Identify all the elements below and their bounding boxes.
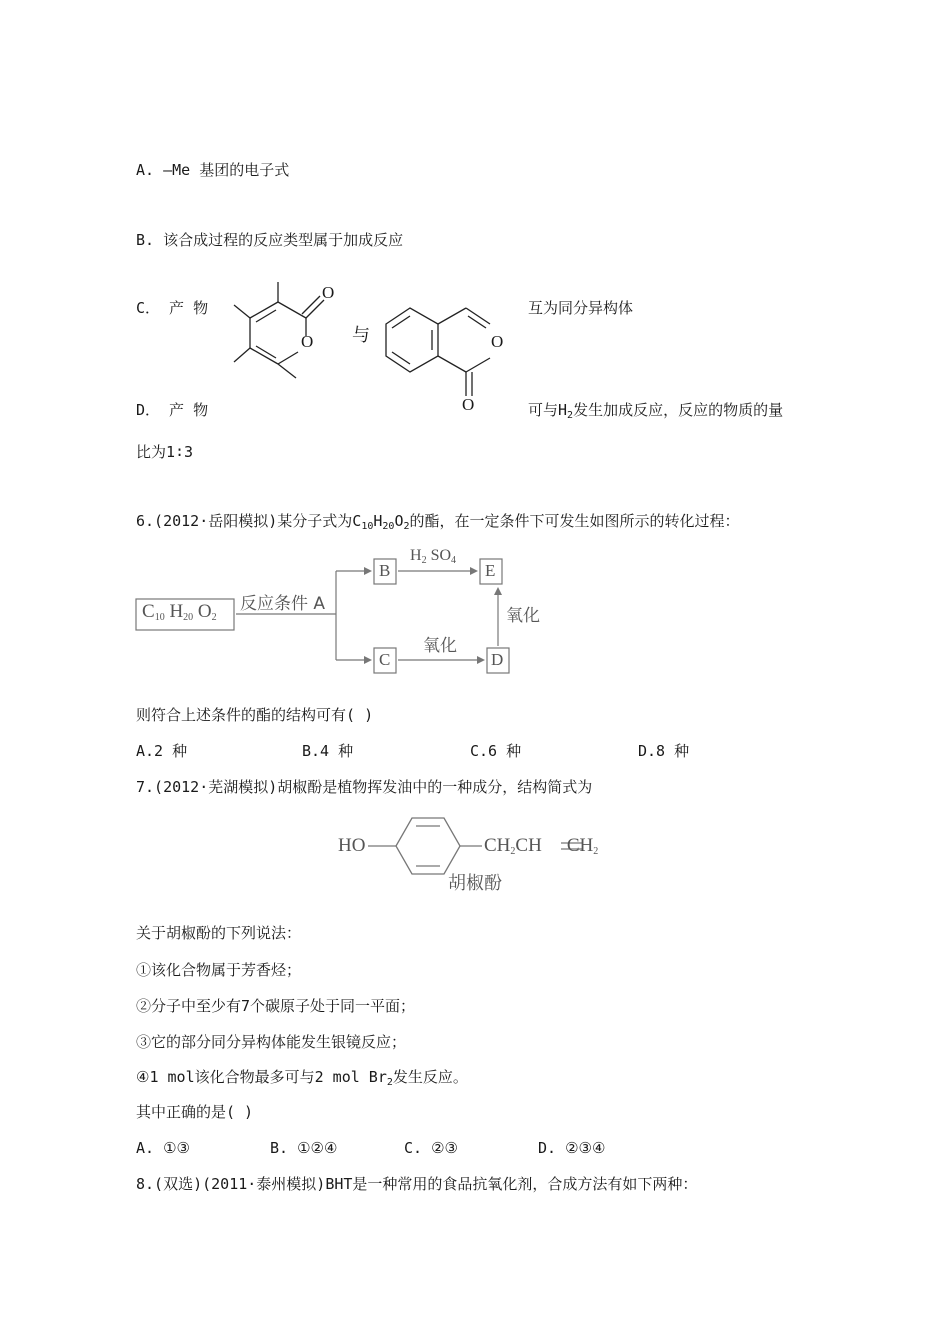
q6-ask: 则符合上述条件的酯的结构可有( ) (136, 706, 374, 724)
mol2-ring-o: O (491, 332, 504, 351)
mol2-carbonyl-o: O (462, 395, 475, 414)
option-d-label: D． 产 物 (136, 401, 209, 419)
q7-option-d: D. ②③④ (538, 1139, 606, 1157)
q6-stem: 6.(2012·岳阳模拟)某分子式为$C_{10}H_{20}O_2$的酯，在一定条件下可发生如图所示的转化过程： (136, 512, 740, 532)
box-c: C (379, 650, 391, 669)
oxidation-label-bottom: 氧化 (423, 636, 457, 656)
box-e: E (485, 561, 496, 580)
statement-1: ①该化合物属于芳香烃； (136, 961, 302, 979)
q7-option-a: A. ①③ (136, 1139, 190, 1157)
option-b: B. 该合成过程的反应类型属于加成反应 (136, 231, 404, 249)
structure-caption: 胡椒酚 (448, 873, 502, 894)
option-d-tail: 可与$H_2$发生加成反应，反应的物质的量 (528, 401, 784, 421)
box-b: B (379, 561, 391, 580)
oxidation-label-right: 氧化 (506, 606, 540, 626)
statement-3: ③它的部分同分异构体能发生银镜反应； (136, 1033, 407, 1051)
allyl-chain: $CH_2CH$ $CH_2$ (484, 835, 599, 857)
q7-option-b: B. ①②④ (270, 1139, 338, 1157)
condition-a-label: 反应条件 A (240, 594, 326, 614)
q7-ask: 其中正确的是( ) (136, 1103, 254, 1121)
option-c-tail: 互为同分异构体 (528, 299, 634, 317)
mol1-ring-o: O (301, 332, 314, 351)
ester-formula: $C_{10}$ $H_{20}$ $O_2$ (142, 601, 217, 623)
box-d: D (491, 650, 504, 669)
statement-2: ②分子中至少有7个碳原子处于同一平面； (136, 997, 416, 1015)
q6-option-d: D.8 种 (638, 742, 690, 760)
option-c-label: C． 产 物 (136, 299, 209, 317)
statement-4: ④1 mol该化合物最多可与2 mol $Br_2$发生反应。 (136, 1068, 468, 1088)
q8-stem: 8.(双选)(2011·泰州模拟)BHT是一种常用的食品抗氧化剂，合成方法有如下两种： (136, 1175, 698, 1193)
q6-option-b: B.4 种 (302, 742, 354, 760)
option-a: A. —Me 基团的电子式 (136, 161, 290, 179)
q7-stem: 7.(2012·芜湖模拟)胡椒酚是植物挥发油中的一种成分，结构简式为 (136, 778, 593, 796)
q6-option-c: C.6 种 (470, 742, 522, 760)
option-d-continuation: 比为1∶3 (136, 443, 194, 461)
q6-option-a: A.2 种 (136, 742, 188, 760)
q7-intro: 关于胡椒酚的下列说法： (136, 924, 302, 942)
q7-option-c: C. ②③ (404, 1139, 458, 1157)
hydroxyl-label: HO (338, 835, 366, 856)
connector-yu: 与 (352, 325, 370, 346)
acid-label: $H_2$ $SO_4$ (410, 547, 457, 566)
mol1-carbonyl-o: O (322, 283, 335, 302)
